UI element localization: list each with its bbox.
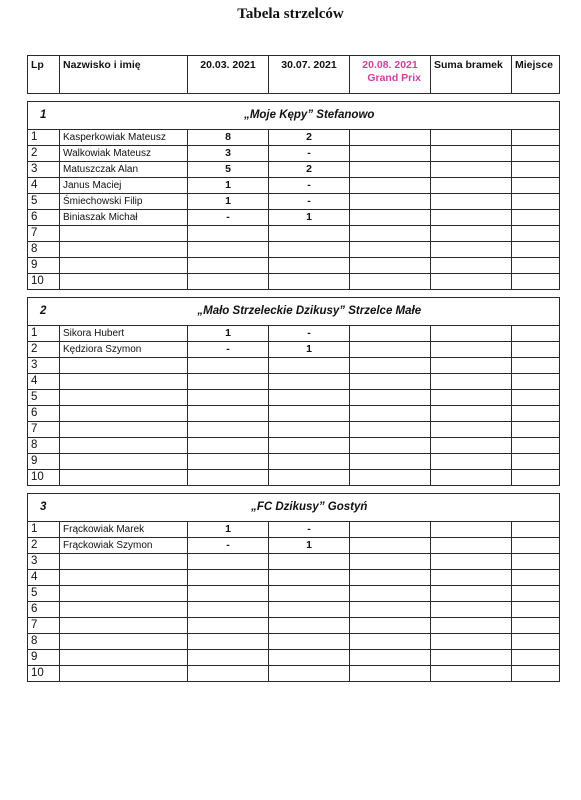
goals-date-2 [269, 422, 350, 438]
goals-date-1 [188, 358, 269, 374]
goals-date-2 [269, 586, 350, 602]
goals-date-1 [188, 422, 269, 438]
goals-date-1 [188, 586, 269, 602]
row-lp: 6 [28, 406, 60, 422]
table-row [28, 570, 560, 586]
table-row [28, 454, 560, 470]
goals-date-2 [269, 406, 350, 422]
goals-date-1 [188, 226, 269, 242]
place-cell [512, 406, 560, 422]
table-row [28, 422, 560, 438]
goals-date-1 [188, 602, 269, 618]
row-lp: 10 [28, 470, 60, 486]
player-name: Sikora Hubert [60, 326, 188, 342]
goals-sum [431, 326, 512, 342]
place-cell [512, 178, 560, 194]
table-row [28, 438, 560, 454]
goals-sum [431, 274, 512, 290]
goals-date-3 [350, 586, 431, 602]
goals-date-3 [350, 342, 431, 358]
team-name: „Mało Strzeleckie Dzikusy” Strzelce Małe [60, 298, 560, 326]
goals-date-2 [269, 618, 350, 634]
section-gap [28, 486, 560, 494]
goals-sum [431, 162, 512, 178]
goals-date-1 [188, 438, 269, 454]
place-cell [512, 146, 560, 162]
table-row [28, 374, 560, 390]
table-row [28, 406, 560, 422]
place-cell [512, 210, 560, 226]
table-row [28, 178, 560, 194]
row-lp: 4 [28, 178, 60, 194]
row-lp: 1 [28, 130, 60, 146]
goals-date-1: 5 [188, 162, 269, 178]
goals-date-1 [188, 470, 269, 486]
goals-sum [431, 374, 512, 390]
goals-date-3 [350, 210, 431, 226]
section-gap [28, 94, 560, 102]
team-number: 1 [28, 102, 60, 130]
row-lp: 3 [28, 162, 60, 178]
goals-sum [431, 226, 512, 242]
goals-date-3 [350, 162, 431, 178]
place-cell [512, 602, 560, 618]
gap-cell [28, 486, 560, 494]
player-name [60, 666, 188, 682]
goals-date-2: 1 [269, 342, 350, 358]
scorers-table [27, 55, 560, 682]
goals-date-1: - [188, 538, 269, 554]
goals-sum [431, 210, 512, 226]
goals-date-3 [350, 242, 431, 258]
goals-date-3 [350, 406, 431, 422]
goals-date-3 [350, 130, 431, 146]
table-row [28, 522, 560, 538]
table-row [28, 146, 560, 162]
goals-date-2 [269, 438, 350, 454]
goals-date-2 [269, 602, 350, 618]
place-cell [512, 130, 560, 146]
goals-date-2: 2 [269, 130, 350, 146]
goals-date-2 [269, 226, 350, 242]
place-cell [512, 538, 560, 554]
goals-date-2: - [269, 326, 350, 342]
table-row [28, 210, 560, 226]
header-row [28, 56, 560, 94]
goals-date-1 [188, 634, 269, 650]
place-cell [512, 666, 560, 682]
player-name [60, 422, 188, 438]
goals-sum [431, 586, 512, 602]
player-name: Śmiechowski Filip [60, 194, 188, 210]
table-row [28, 242, 560, 258]
player-name [60, 258, 188, 274]
goals-date-3 [350, 438, 431, 454]
player-name [60, 454, 188, 470]
player-name: Matuszczak Alan [60, 162, 188, 178]
place-cell [512, 374, 560, 390]
goals-date-3 [350, 522, 431, 538]
table-row [28, 258, 560, 274]
place-cell [512, 554, 560, 570]
goals-date-2: - [269, 178, 350, 194]
player-name [60, 602, 188, 618]
player-name [60, 470, 188, 486]
section-gap [28, 290, 560, 298]
goals-sum [431, 438, 512, 454]
goals-date-1: - [188, 210, 269, 226]
goals-date-2 [269, 634, 350, 650]
place-cell [512, 422, 560, 438]
row-lp: 3 [28, 554, 60, 570]
row-lp: 5 [28, 390, 60, 406]
header-lp: Lp [28, 56, 60, 94]
goals-sum [431, 570, 512, 586]
goals-date-1 [188, 390, 269, 406]
goals-date-1: 8 [188, 130, 269, 146]
goals-date-2: - [269, 146, 350, 162]
gap-cell [28, 94, 560, 102]
row-lp: 2 [28, 342, 60, 358]
goals-date-3 [350, 618, 431, 634]
row-lp: 9 [28, 258, 60, 274]
row-lp: 4 [28, 570, 60, 586]
team-header-row [28, 298, 560, 326]
goals-sum [431, 454, 512, 470]
goals-date-3 [350, 358, 431, 374]
row-lp: 9 [28, 650, 60, 666]
goals-date-1 [188, 570, 269, 586]
goals-date-1 [188, 618, 269, 634]
goals-date-3 [350, 326, 431, 342]
team-name: „Moje Kępy” Stefanowo [60, 102, 560, 130]
goals-date-1: 1 [188, 522, 269, 538]
place-cell [512, 650, 560, 666]
header-place: Miejsce [512, 56, 560, 94]
player-name [60, 374, 188, 390]
header-date-3 [350, 56, 431, 94]
row-lp: 10 [28, 274, 60, 290]
team-number: 2 [28, 298, 60, 326]
goals-date-2: - [269, 194, 350, 210]
table-row [28, 470, 560, 486]
goals-date-3 [350, 390, 431, 406]
player-name: Walkowiak Mateusz [60, 146, 188, 162]
goals-sum [431, 342, 512, 358]
table-row [28, 194, 560, 210]
header-date-2: 30.07. 2021 [269, 56, 350, 94]
goals-date-1: - [188, 342, 269, 358]
goals-date-3 [350, 374, 431, 390]
table-row [28, 130, 560, 146]
place-cell [512, 242, 560, 258]
goals-date-3 [350, 454, 431, 470]
goals-date-1: 1 [188, 178, 269, 194]
goals-date-1 [188, 374, 269, 390]
team-header-row [28, 102, 560, 130]
table-row [28, 586, 560, 602]
player-name: Frąckowiak Marek [60, 522, 188, 538]
goals-date-1 [188, 454, 269, 470]
goals-sum [431, 178, 512, 194]
goals-date-3 [350, 666, 431, 682]
goals-sum [431, 650, 512, 666]
goals-sum [431, 358, 512, 374]
goals-date-2 [269, 470, 350, 486]
place-cell [512, 586, 560, 602]
player-name [60, 570, 188, 586]
row-lp: 2 [28, 146, 60, 162]
row-lp: 7 [28, 618, 60, 634]
goals-date-3 [350, 258, 431, 274]
goals-date-3 [350, 538, 431, 554]
place-cell [512, 358, 560, 374]
table-row [28, 326, 560, 342]
goals-date-2 [269, 666, 350, 682]
goals-sum [431, 634, 512, 650]
gap-cell [28, 290, 560, 298]
goals-date-2: 2 [269, 162, 350, 178]
goals-date-2 [269, 390, 350, 406]
goals-date-1: 1 [188, 194, 269, 210]
goals-date-3 [350, 570, 431, 586]
row-lp: 7 [28, 422, 60, 438]
goals-date-1 [188, 242, 269, 258]
player-name [60, 618, 188, 634]
team-name: „FC Dzikusy” Gostyń [60, 494, 560, 522]
table-row [28, 634, 560, 650]
goals-sum [431, 146, 512, 162]
place-cell [512, 194, 560, 210]
place-cell [512, 390, 560, 406]
row-lp: 1 [28, 522, 60, 538]
header-name: Nazwisko i imię [60, 56, 188, 94]
place-cell [512, 342, 560, 358]
goals-date-3 [350, 226, 431, 242]
place-cell [512, 226, 560, 242]
goals-sum [431, 666, 512, 682]
player-name [60, 634, 188, 650]
goals-sum [431, 554, 512, 570]
player-name [60, 358, 188, 374]
goals-date-1: 3 [188, 146, 269, 162]
place-cell [512, 162, 560, 178]
row-lp: 8 [28, 242, 60, 258]
row-lp: 6 [28, 602, 60, 618]
table-row [28, 162, 560, 178]
goals-date-3 [350, 422, 431, 438]
player-name: Janus Maciej [60, 178, 188, 194]
team-header-row [28, 494, 560, 522]
goals-date-3 [350, 602, 431, 618]
player-name [60, 226, 188, 242]
table-row [28, 358, 560, 374]
header-grand-prix: Grand Prix [367, 72, 421, 84]
player-name [60, 586, 188, 602]
goals-date-3 [350, 554, 431, 570]
goals-sum [431, 422, 512, 438]
row-lp: 8 [28, 438, 60, 454]
row-lp: 9 [28, 454, 60, 470]
player-name: Biniaszak Michał [60, 210, 188, 226]
goals-date-3 [350, 650, 431, 666]
header-date-3-label: 20.08. 2021 [362, 59, 418, 71]
place-cell [512, 570, 560, 586]
row-lp: 3 [28, 358, 60, 374]
place-cell [512, 438, 560, 454]
goals-date-3 [350, 634, 431, 650]
player-name: Kędziora Szymon [60, 342, 188, 358]
goals-date-1 [188, 554, 269, 570]
row-lp: 5 [28, 194, 60, 210]
player-name: Kasperkowiak Mateusz [60, 130, 188, 146]
place-cell [512, 454, 560, 470]
table-row [28, 554, 560, 570]
table-row [28, 618, 560, 634]
goals-date-2 [269, 358, 350, 374]
row-lp: 2 [28, 538, 60, 554]
place-cell [512, 274, 560, 290]
goals-date-2 [269, 570, 350, 586]
player-name [60, 554, 188, 570]
row-lp: 7 [28, 226, 60, 242]
table-row [28, 342, 560, 358]
row-lp: 5 [28, 586, 60, 602]
player-name [60, 438, 188, 454]
goals-sum [431, 194, 512, 210]
table-row [28, 226, 560, 242]
goals-sum [431, 602, 512, 618]
table-row [28, 650, 560, 666]
goals-date-2 [269, 650, 350, 666]
player-name [60, 390, 188, 406]
place-cell [512, 258, 560, 274]
place-cell [512, 634, 560, 650]
header-date-1: 20.03. 2021 [188, 56, 269, 94]
page-title: Tabela strzelców [237, 6, 344, 22]
table-body [28, 94, 560, 682]
goals-sum [431, 618, 512, 634]
goals-date-1 [188, 666, 269, 682]
player-name [60, 406, 188, 422]
player-name [60, 274, 188, 290]
goals-sum [431, 258, 512, 274]
goals-date-1 [188, 274, 269, 290]
player-name [60, 242, 188, 258]
goals-date-1 [188, 258, 269, 274]
row-lp: 6 [28, 210, 60, 226]
goals-date-3 [350, 178, 431, 194]
row-lp: 1 [28, 326, 60, 342]
goals-date-3 [350, 274, 431, 290]
table-row [28, 602, 560, 618]
table-row [28, 666, 560, 682]
goals-date-3 [350, 146, 431, 162]
goals-date-1 [188, 406, 269, 422]
goals-date-2 [269, 258, 350, 274]
goals-date-2 [269, 374, 350, 390]
goals-date-3 [350, 470, 431, 486]
player-name: Frąckowiak Szymon [60, 538, 188, 554]
player-name [60, 650, 188, 666]
goals-date-2 [269, 554, 350, 570]
header-sum: Suma bramek [431, 56, 512, 94]
table-row [28, 538, 560, 554]
team-number: 3 [28, 494, 60, 522]
row-lp: 4 [28, 374, 60, 390]
place-cell [512, 618, 560, 634]
row-lp: 8 [28, 634, 60, 650]
goals-date-1 [188, 650, 269, 666]
goals-sum [431, 242, 512, 258]
goals-date-2 [269, 274, 350, 290]
row-lp: 10 [28, 666, 60, 682]
goals-date-1: 1 [188, 326, 269, 342]
goals-sum [431, 406, 512, 422]
table-row [28, 274, 560, 290]
table-row [28, 390, 560, 406]
goals-date-3 [350, 194, 431, 210]
goals-date-2 [269, 454, 350, 470]
goals-sum [431, 390, 512, 406]
place-cell [512, 522, 560, 538]
goals-sum [431, 130, 512, 146]
place-cell [512, 326, 560, 342]
place-cell [512, 470, 560, 486]
goals-date-2: - [269, 522, 350, 538]
goals-sum [431, 470, 512, 486]
goals-date-2: 1 [269, 210, 350, 226]
goals-sum [431, 522, 512, 538]
goals-sum [431, 538, 512, 554]
goals-date-2: 1 [269, 538, 350, 554]
goals-date-2 [269, 242, 350, 258]
